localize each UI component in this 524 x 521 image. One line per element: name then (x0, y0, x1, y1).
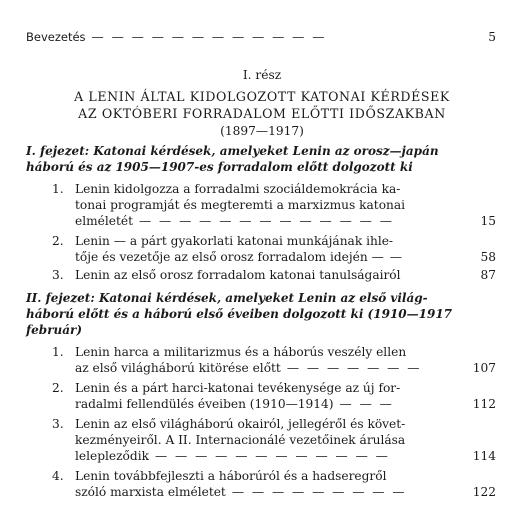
chapter-1-item-1-line-2: tonai programját és megteremti a marxizmus katonai (75, 198, 406, 212)
chapter-1-heading-line-1: I. fejezet: Katonai kérdések, amelyeket Lenin az orosz—japán (26, 144, 439, 158)
chapter-2-heading-line-1: II. fejezet: Katonai kérdések, amelyeket Lenin az első világ- (26, 291, 428, 305)
chapter-2-item-3-line-1: Lenin az első világháború okairól, jellegéről és követ- (75, 417, 406, 431)
toc-entry-label: lelepleződik (75, 449, 149, 463)
toc-page-number: 5 (488, 30, 496, 44)
part-years: (1897—1917) (220, 124, 304, 138)
chapter-1-item-1-number: 1. (52, 182, 64, 196)
toc-leader: — (389, 250, 404, 264)
toc-leader: — — — — — — — — — — — — — (139, 214, 394, 228)
toc-entry-label: tője és vezetője az első orosz forradalom idején — (75, 250, 384, 264)
toc-entry-label: Bevezetés (26, 30, 86, 44)
chapter-1-heading-line-2: háború és az 1905—1907-es forradalom előtt dolgozott ki (26, 160, 413, 174)
toc-page-number: 114 (472, 449, 496, 463)
toc-leader: — — — — — — — — — (231, 485, 407, 499)
chapter-1-item-3-number: 3. (52, 268, 64, 282)
toc-entry-label: az első világháború kitörése előtt (75, 361, 281, 375)
toc-leader: — — — — — — — — — — — — (154, 449, 390, 463)
chapter-1-item-2-line-1: Lenin — a párt gyakorlati katonai munkájának ihle- (75, 234, 394, 248)
chapter-2-item-2-number: 2. (52, 381, 64, 395)
toc-entry-label: elméletét (75, 214, 133, 228)
toc-entry-chapter-1-item-1[interactable] (75, 214, 496, 228)
toc-entry-chapter-2-item-1[interactable] (75, 361, 496, 375)
toc-leader: — — — (339, 397, 394, 411)
chapter-2-item-4-line-1: Lenin továbbfejleszti a háborúról és a hadseregről (75, 469, 387, 483)
toc-page-number: 107 (472, 361, 496, 375)
toc-page-number: 15 (480, 214, 496, 228)
part-label: I. rész (242, 68, 282, 82)
toc-entry-chapter-1-item-3[interactable] (75, 268, 496, 282)
chapter-2-item-2-line-1: Lenin és a párt harci-katonai tevékenysége az új for- (75, 381, 401, 395)
toc-page-number: 112 (472, 397, 496, 411)
chapter-2-item-3-number: 3. (52, 417, 64, 431)
toc-entry-chapter-1-item-2[interactable] (75, 250, 496, 264)
chapter-2-heading-line-3: február) (26, 323, 83, 337)
chapter-2-heading-line-2: háború előtt és a háború első éveiben dolgozott ki (1910—1917 (26, 307, 453, 321)
chapter-2-item-4-number: 4. (52, 469, 64, 483)
toc-page-number: 58 (480, 250, 496, 264)
toc-entry-label: radalmi fellendülés éveiben (1910—1914) (75, 397, 334, 411)
toc-leader: — — — — — — — (286, 361, 422, 375)
toc-entry-intro[interactable] (26, 30, 496, 44)
toc-page-number: 122 (472, 485, 496, 499)
chapter-2-item-1-number: 1. (52, 345, 64, 359)
toc-entry-chapter-2-item-4[interactable] (75, 485, 496, 499)
chapter-1-item-1-line-1: Lenin kidolgozza a forradalmi szociáldemokrácia ka- (75, 182, 401, 196)
toc-leader: — — — — — — — — — — — — (91, 30, 327, 44)
toc-page-number: 87 (480, 268, 496, 282)
chapter-2-item-1-line-1: Lenin harca a militarizmus és a háborús veszély ellen (75, 345, 407, 359)
toc-entry-chapter-2-item-2[interactable] (75, 397, 496, 411)
chapter-2-item-3-line-2: kezményeiről. A II. Internacionálé vezetőinek árulása (75, 433, 406, 447)
chapter-1-item-2-number: 2. (52, 234, 64, 248)
toc-entry-label: Lenin az első orosz forradalom katonai tanulságairól (75, 268, 401, 282)
toc-entry-label: szóló marxista elméletet (75, 485, 226, 499)
part-title-line-1: A LENIN ÁLTAL KIDOLGOZOTT KATONAI KÉRDÉSEK (74, 89, 450, 104)
part-title-line-2: AZ OKTÓBERI FORRADALOM ELŐTTI IDŐSZAKBAN (78, 106, 446, 121)
toc-entry-chapter-2-item-3[interactable] (75, 449, 496, 463)
